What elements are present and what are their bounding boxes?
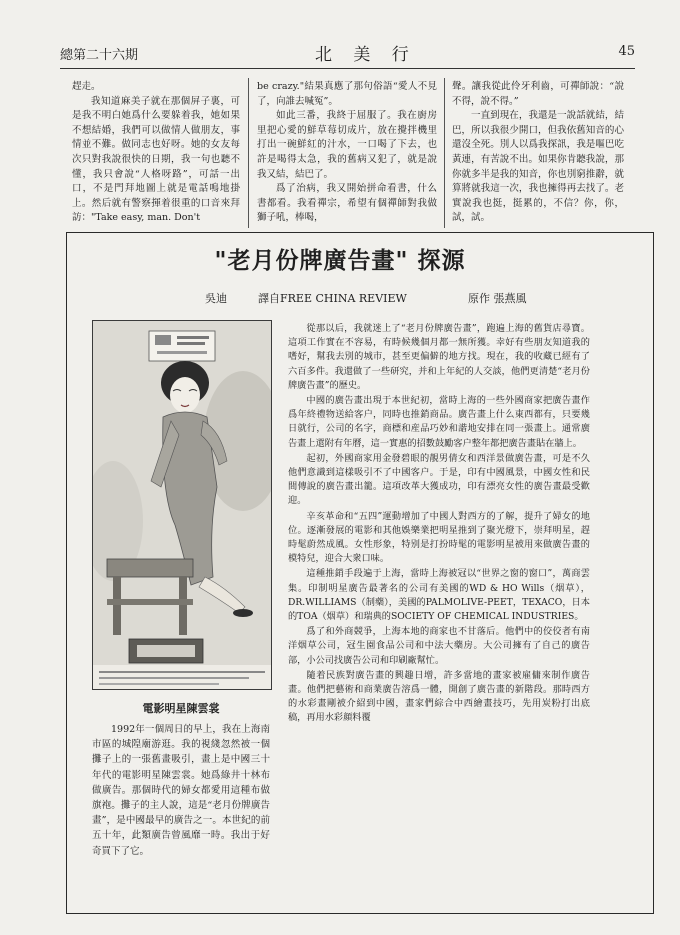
previous-article-column-2: [257, 80, 437, 230]
paragraph: 趕走。: [72, 81, 101, 92]
article-left-column: [92, 722, 270, 859]
source-note: 譯自FREE CHINA REVIEW: [258, 292, 407, 305]
column-divider: [248, 78, 249, 228]
paragraph: 如此三番，我終于屈服了。我在廚房里把心愛的鮮草莓切成片，放在攪拌機里打出一碗鮮紅的汁水，一口喝了下去，也許是喝得太急，我的舊病又犯了，就是說我又結，結巴了。: [257, 110, 437, 180]
page-number: 45: [618, 44, 635, 59]
paragraph: 1992年一個周日的早上，我在上海南市區的城隍廟游逛。我的視綫忽然被一個攤子上的一張舊畫吸引，畫上是中國三十年代的電影明星陳雲裳。她爲綠井十林布做廣告。那個時代的婦女都愛用這種布做旗袍。攤子的主人說，這是“老月份牌廣告畫”，是中國最早的廣告之一。本世紀的前五十年，此類廣告曾風靡一時。我出于好奇買下了它。: [92, 724, 270, 857]
issue-number: 總第二十六期: [60, 48, 139, 63]
column-divider: [444, 78, 445, 228]
photo-caption: 電影明星陳雲裳: [142, 702, 220, 715]
translator-name: 吳迪: [205, 292, 227, 305]
calendar-poster-photo: [92, 320, 272, 690]
paragraph: 爲了治病，我又開始拼命看書，什么書都看。我看禪宗，希望有個禪師對我做獅子吼，棒喝，: [257, 183, 437, 224]
magazine-title: 北 美 行: [315, 45, 417, 65]
paragraph: 從那以后，我就迷上了“老月份牌廣告畫”，跑遍上海的舊貨店尋寶。這項工作實在不容易，有時候幾個月都一無所獲。幸好有些朋友知道我的嗜好，幫我去別的城市，甚至更偏僻的地方找。現在，我的收藏已經有了六百多件。我還做了一些研究，并和上年紀的人交談，他們更清楚“老月份牌廣告畫”的歷史。: [288, 323, 590, 391]
original-author: 原作 張燕風: [468, 292, 527, 305]
header-rule: [60, 68, 635, 69]
paragraph: 起初，外國商家用金發碧眼的靚男倩女和西洋景做廣告畫，可是不久他們意識到這樣吸引不了中國客户。于是，印有中國風景，中國女性和民間傳說的廣告畫出籠。這項改革大獲成功，印有漂亮女性的廣告畫最受歡迎。: [288, 452, 590, 507]
paragraph: 一直到現在，我還是一說話就結，結巴，所以我很少開口，但我依舊知音的心還沒全死。別人以爲我探訊，我是嘔巴吃黃連，有苦說不出。如果你肯聽我說，那你就多半是我的知音，你也別窮推辭，就算將就我這一次，我也擁得再去找了。老實說我也挺，挺累的，不信？你，你，試，試。: [452, 110, 624, 224]
previous-article-column-3: [452, 80, 624, 230]
calendar-poster-illustration: [93, 321, 271, 689]
article-right-column: [288, 322, 590, 908]
paragraph: 辛亥革命和“五四”運動增加了中國人對西方的了解，提升了婦女的地位。逐漸發展的電影和其他娛樂業把明星推到了聚光燈下，崇拜明星，趕時髦蔚然成風。女性形象，特别是打扮時髦的電影明星被用來做廣告畫的模特兒，迎合大衆口味。: [288, 510, 590, 565]
paragraph: 這種推銷手段遍于上海，當時上海被冠以“世界之窗的窗口”，萬商雲集。印制明星廣告最著名的公司有美國的WD & HO Wills（烟草），DR.WILLIAMS（制藥），美國的PALMOLIVE-PEET，TEXACO，日本的TOA（烟草）和瑞典的SOCIETY OF CHEMICAL INDUSTRIES。: [288, 568, 590, 623]
paragraph: 中國的廣告畫出現于本世紀初，當時上海的一些外國商家把廣告畫作爲年終禮物送給客户，同時也推銷商品。廣告畫上什么東西都有，只要幾日就行，公司的名字，商標和産品巧妙和諧地安排在同一張畫上。通常廣告畫上還附有年曆，這一實惠的招數鼓勵客户整年都把廣告畫貼在牆上。: [288, 395, 590, 449]
paragraph: 聲。讓我從此伶牙利齒，可禪師說：“說不得，說不得。”: [452, 81, 624, 107]
paragraph: be crazy."結果真應了那句俗語“愛人不見了，向誰去喊冤”。: [257, 81, 437, 107]
page-header: [60, 40, 635, 64]
paragraph: 我知道麻美子就在那個屏子裏，可是我不明白她爲什么要躲着我，她如果不想結婚，我們可以做情人做朋友，事情並不難。做同志也好呀。她的女友每次只對我說很快的日期，我一句也聽不懂，我只會說“人格呀路”，可話一出口，不是門拜地圖上就是電話鳴地掛上。然后就有警察揮着很重的口音來拜訪："Take easy, man. Don't: [72, 95, 240, 224]
previous-article-column-1: [72, 80, 240, 230]
article-title: "老月份牌廣告畫" 探源: [214, 247, 466, 274]
paragraph: 爲了和外商競爭，上海本地的商家也不甘落后。他們中的佼佼者有南洋烟草公司，冠生園食品公司和中法大藥房。大公司擁有了自己的廣告部，小公司找廣告公司和印刷廠幫忙。: [288, 626, 590, 666]
paragraph: 隨着民族對廣告畫的興趣日增，許多當地的畫家被雇傭來制作廣告畫。他們把藝術和商業廣告溶爲一體，開創了廣告畫的新階段。那時西方的水彩畫剛被介紹到中國，畫家們綜合中西繪畫技巧，先用炭粉打出底稿，再用水彩顔料覆: [288, 669, 590, 724]
